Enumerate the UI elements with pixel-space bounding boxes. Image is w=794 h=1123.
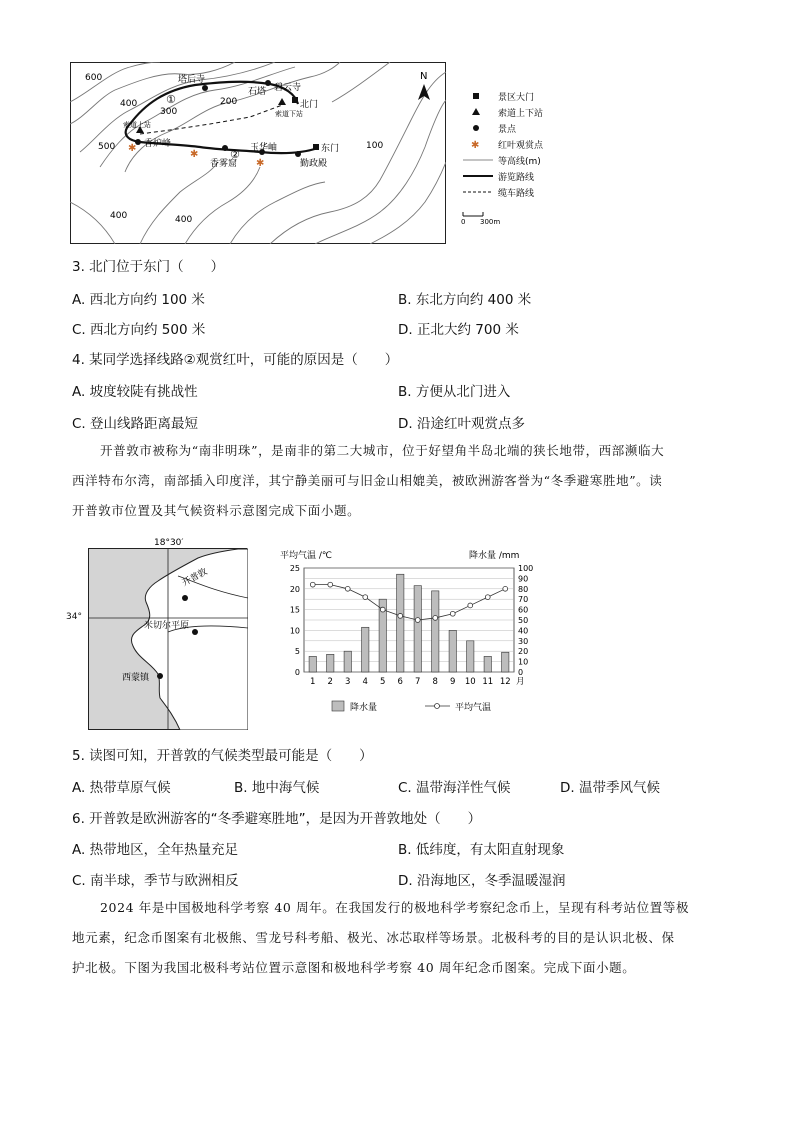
precip-bar bbox=[414, 586, 421, 672]
red-leaf-spot-icon: ✱ bbox=[256, 158, 265, 169]
right-tick-label: 10 bbox=[518, 657, 529, 667]
spot-marker bbox=[222, 145, 228, 151]
legend-label: 游览路线 bbox=[498, 173, 535, 183]
contour-label: 600 bbox=[85, 73, 103, 83]
question-3-option-b[interactable]: B. 东北方向约 400 米 bbox=[398, 292, 532, 308]
place-label: 索道下站 bbox=[275, 110, 303, 118]
longitude-label: 18°30′ bbox=[154, 538, 184, 548]
question-6-option-a[interactable]: A. 热带地区，全年热量充足 bbox=[72, 842, 239, 858]
question-5-option-d[interactable]: D. 温带季风气候 bbox=[560, 780, 660, 796]
left-tick-label: 10 bbox=[289, 626, 300, 636]
temperature-point bbox=[433, 616, 438, 621]
precip-bar bbox=[502, 652, 509, 672]
gate-marker bbox=[292, 97, 298, 103]
plain-marker bbox=[192, 629, 198, 635]
map-legend bbox=[458, 88, 568, 228]
right-tick-label: 60 bbox=[518, 605, 529, 615]
temperature-point bbox=[503, 586, 508, 591]
spot-icon bbox=[473, 125, 479, 131]
question-3-option-d[interactable]: D. 正北大约 700 米 bbox=[398, 322, 519, 338]
latitude-label-outer: 34° bbox=[66, 612, 82, 622]
right-tick-label: 100 bbox=[518, 564, 534, 573]
question-6-option-d[interactable]: D. 沿海地区，冬季温暖湿润 bbox=[398, 873, 566, 889]
scale-bar bbox=[461, 212, 500, 226]
month-suffix-label: 月 bbox=[516, 677, 525, 687]
question-4-stem: 4. 某同学选择线路②观赏红叶，可能的原因是（ ） bbox=[72, 352, 399, 368]
place-label: 东门 bbox=[321, 144, 340, 154]
gate-icon bbox=[473, 93, 479, 99]
temperature-point bbox=[468, 603, 473, 608]
right-tick-label: 0 bbox=[518, 668, 524, 677]
place-label: 玉华岫 bbox=[250, 143, 278, 153]
month-tick-label: 4 bbox=[362, 677, 368, 687]
gate-marker bbox=[313, 144, 319, 150]
left-tick-label: 25 bbox=[289, 564, 300, 573]
month-tick-label: 2 bbox=[327, 677, 333, 687]
contour-label: 500 bbox=[98, 142, 116, 152]
cape-town-location-map bbox=[88, 536, 248, 730]
contour-label: 200 bbox=[220, 97, 238, 107]
legend-label: 索道上下站 bbox=[498, 109, 544, 119]
passage-line: 开普敦市位置及其气候资料示意图完成下面小题。 bbox=[72, 503, 361, 518]
place-label: 北门 bbox=[300, 100, 319, 110]
climate-chart bbox=[274, 546, 544, 716]
passage-line: 开普敦市被称为“南非明珠”，是南非的第二大城市，位于好望角半岛北端的狭长地带，西部濒临大 bbox=[100, 443, 665, 458]
precip-legend-swatch bbox=[332, 701, 344, 711]
month-tick-label: 11 bbox=[482, 677, 494, 687]
precip-legend-label: 降水量 bbox=[350, 703, 378, 713]
svg-text:N: N bbox=[420, 71, 428, 82]
right-tick-label: 50 bbox=[518, 616, 529, 625]
month-tick-label: 12 bbox=[499, 677, 511, 687]
simonstown-label: 西蒙镇 bbox=[122, 673, 150, 683]
right-tick-label: 30 bbox=[518, 636, 529, 646]
route-1-label: ① bbox=[166, 93, 176, 106]
question-4-option-c[interactable]: C. 登山线路距离最短 bbox=[72, 416, 199, 432]
right-tick-label: 70 bbox=[518, 595, 529, 605]
contour-label: 100 bbox=[366, 141, 384, 151]
place-label: 香炉峰 bbox=[144, 139, 172, 149]
scenic-area-map bbox=[70, 62, 446, 244]
temperature-point bbox=[345, 586, 350, 591]
month-tick-label: 1 bbox=[310, 677, 316, 687]
temp-legend-label: 平均气温 bbox=[455, 703, 492, 713]
temperature-point bbox=[398, 613, 403, 618]
temp-legend-marker bbox=[435, 704, 440, 709]
contour-label: 400 bbox=[175, 215, 193, 225]
right-tick-label: 90 bbox=[518, 574, 529, 584]
legend-label: 缆车路线 bbox=[498, 189, 535, 199]
legend-label: 等高线(m) bbox=[498, 157, 541, 167]
question-4-option-a[interactable]: A. 坡度较陡有挑战性 bbox=[72, 384, 198, 400]
month-tick-label: 9 bbox=[450, 677, 456, 687]
contour-label: 400 bbox=[110, 211, 128, 221]
right-axis-label: 降水量 /mm bbox=[469, 551, 520, 561]
legend-label: 景点 bbox=[498, 125, 517, 135]
month-tick-label: 6 bbox=[397, 677, 403, 687]
month-tick-label: 3 bbox=[345, 677, 351, 687]
capetown-marker bbox=[182, 595, 188, 601]
temperature-point bbox=[415, 618, 420, 623]
question-5-option-b[interactable]: B. 地中海气候 bbox=[234, 780, 320, 796]
temperature-point bbox=[310, 582, 315, 587]
precip-bar bbox=[449, 630, 456, 672]
month-tick-label: 8 bbox=[432, 677, 438, 687]
precip-bar bbox=[327, 654, 334, 672]
contour-label: 300 bbox=[160, 107, 178, 117]
month-tick-label: 7 bbox=[415, 677, 421, 687]
passage-line: 2024 年是中国极地科学考察 40 周年。在我国发行的极地科学考察纪念币上，呈现有科考站位置等极 bbox=[100, 900, 690, 915]
svg-text:300m: 300m bbox=[480, 218, 501, 226]
question-3-stem: 3. 北门位于东门（ ） bbox=[72, 259, 225, 275]
question-3-option-c[interactable]: C. 西北方向约 500 米 bbox=[72, 322, 206, 338]
passage-line: 地元素，纪念币图案有北极熊、雪龙号科考船、极光、冰芯取样等场景。北极科考的目的是认识北极、保 bbox=[72, 930, 675, 945]
precip-bar bbox=[362, 627, 369, 672]
passage-line: 西洋特布尔湾，南部插入印度洋，其宁静美丽可与旧金山相媲美，被欧洲游客誉为“冬季避寒胜地”。读 bbox=[72, 473, 663, 488]
temperature-point bbox=[380, 607, 385, 612]
right-tick-label: 80 bbox=[518, 584, 529, 594]
precip-bar bbox=[432, 591, 439, 672]
right-tick-label: 20 bbox=[518, 647, 529, 657]
temperature-point bbox=[363, 595, 368, 600]
left-tick-label: 15 bbox=[289, 605, 300, 615]
question-5-option-c[interactable]: C. 温带海洋性气候 bbox=[398, 780, 511, 796]
temperature-point bbox=[328, 582, 333, 587]
place-label: 香雾窟 bbox=[210, 159, 238, 169]
left-tick-label: 0 bbox=[294, 668, 300, 677]
precip-bar bbox=[467, 641, 474, 672]
place-label: 塔后寺 bbox=[178, 75, 206, 85]
route-2-label: ② bbox=[230, 148, 240, 161]
question-4-option-b[interactable]: B. 方便从北门进入 bbox=[398, 384, 511, 400]
precip-bar bbox=[344, 651, 351, 672]
spot-marker bbox=[265, 80, 271, 86]
month-tick-label: 5 bbox=[380, 677, 386, 687]
place-label: 碧云寺 bbox=[274, 83, 302, 93]
cable-station-icon bbox=[472, 108, 480, 115]
passage-cape-town bbox=[72, 436, 722, 526]
red-leaf-spot-icon: ✱ bbox=[190, 149, 199, 160]
red-leaf-icon: ✱ bbox=[471, 140, 480, 151]
spot-marker bbox=[202, 85, 208, 91]
chart-legend bbox=[330, 698, 550, 718]
temperature-point bbox=[450, 611, 455, 616]
left-tick-label: 5 bbox=[294, 647, 300, 657]
precip-bar bbox=[397, 574, 404, 672]
place-label: 索道上站 bbox=[123, 121, 151, 129]
temperature-line bbox=[313, 585, 506, 620]
plain-label: 米切尔平原 bbox=[144, 621, 190, 631]
red-leaf-spot-icon: ✱ bbox=[128, 143, 137, 154]
question-4-option-d[interactable]: D. 沿途红叶观赏点多 bbox=[398, 416, 525, 432]
question-6-option-b[interactable]: B. 低纬度，有太阳直射现象 bbox=[398, 842, 565, 858]
left-axis-label: 平均气温 /℃ bbox=[280, 551, 333, 561]
spot-marker bbox=[295, 151, 301, 157]
svg-text:0: 0 bbox=[461, 218, 466, 226]
passage-polar-research bbox=[72, 893, 722, 983]
legend-label: 红叶观赏点 bbox=[498, 141, 544, 151]
month-tick-label: 10 bbox=[464, 677, 476, 687]
legend-label: 景区大门 bbox=[498, 93, 535, 103]
place-label: 勤政殿 bbox=[300, 159, 328, 169]
question-6-stem: 6. 开普敦是欧洲游客的“冬季避寒胜地”，是因为开普敦地处（ ） bbox=[72, 811, 482, 827]
question-6-option-c[interactable]: C. 南半球，季节与欧洲相反 bbox=[72, 873, 239, 889]
question-5-option-a[interactable]: A. 热带草原气候 bbox=[72, 780, 171, 796]
precip-bar bbox=[484, 656, 491, 672]
capetown-label: 开普敦 bbox=[180, 567, 210, 589]
left-tick-label: 20 bbox=[289, 584, 300, 594]
precip-bar bbox=[309, 656, 316, 672]
passage-line: 护北极。下图为我国北极科考站位置示意图和极地科学考察 40 周年纪念币图案。完成下面小题。 bbox=[72, 960, 636, 975]
question-3-option-a[interactable]: A. 西北方向约 100 米 bbox=[72, 292, 205, 308]
temperature-point bbox=[485, 595, 490, 600]
simonstown-marker bbox=[157, 673, 163, 679]
right-tick-label: 40 bbox=[518, 626, 529, 636]
contour-label: 400 bbox=[120, 99, 138, 109]
question-5-stem: 5. 读图可知，开普敦的气候类型最可能是（ ） bbox=[72, 748, 373, 764]
place-label: 石塔 bbox=[248, 87, 267, 97]
